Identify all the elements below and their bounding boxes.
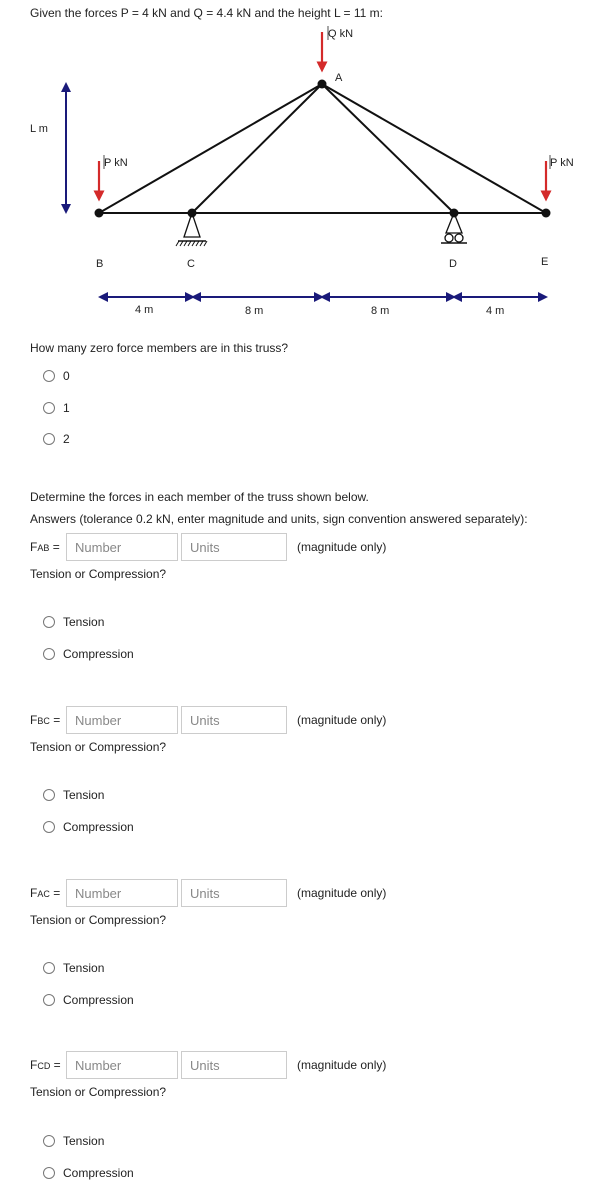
member-ac-row [30, 878, 386, 908]
radio-button[interactable] [43, 370, 55, 382]
member-ac-compression-option[interactable] [43, 993, 134, 1007]
radio-label: Tension [63, 615, 105, 629]
radio-label: 0 [63, 369, 70, 383]
height-label: L m [30, 123, 48, 135]
member-ac-tc-prompt: Tension or Compression? [30, 913, 167, 927]
joint-b [95, 209, 104, 218]
member-ab-tc-prompt: Tension or Compression? [30, 567, 167, 581]
member-ac-label: FAC = [30, 886, 61, 900]
magnitude-note: (magnitude only) [297, 713, 387, 727]
radio-button[interactable] [43, 1167, 55, 1179]
p-load-label-e: P kN [550, 157, 574, 169]
member-bc-number-input[interactable] [66, 706, 178, 734]
q1-option-0[interactable] [43, 369, 70, 383]
q1-option-1[interactable] [43, 401, 70, 415]
radio-button[interactable] [43, 433, 55, 445]
truss-members [99, 84, 546, 213]
member-cd-units-input[interactable] [181, 1051, 287, 1079]
member-cd-tc-prompt: Tension or Compression? [30, 1085, 167, 1099]
radio-label: 1 [63, 401, 70, 415]
member-ab-row [30, 532, 386, 562]
problem-statement: Given the forces P = 4 kN and Q = 4.4 kN and the height L = 11 m: [30, 6, 383, 20]
p-load-label-b: P kN [104, 157, 128, 169]
node-label-a: A [335, 72, 343, 84]
radio-button[interactable] [43, 616, 55, 628]
radio-label: Compression [63, 993, 134, 1007]
radio-button[interactable] [43, 648, 55, 660]
span-label-mid-d: 8 m [371, 305, 390, 317]
radio-button[interactable] [43, 402, 55, 414]
radio-label: Compression [63, 820, 134, 834]
member-cd-tension-option[interactable] [43, 1134, 104, 1148]
joint-a [318, 80, 327, 89]
member-ab-compression-option[interactable] [43, 647, 134, 661]
q2-instructions: Answers (tolerance 0.2 kN, enter magnitude and units, sign convention answered separately): [30, 512, 528, 526]
member-ac-number-input[interactable] [66, 879, 178, 907]
span-label-bc: 4 m [135, 304, 154, 316]
radio-button[interactable] [43, 789, 55, 801]
radio-label: 2 [63, 432, 70, 446]
radio-button[interactable] [43, 1135, 55, 1147]
node-label-b: B [96, 258, 104, 270]
radio-label: Compression [63, 1166, 134, 1180]
member-ac-tension-option[interactable] [43, 961, 104, 975]
member-bc-compression-option[interactable] [43, 820, 134, 834]
member-cd-compression-option[interactable] [43, 1166, 134, 1180]
member-ab-tension-option[interactable] [43, 615, 104, 629]
q-load-label: Q kN [328, 28, 354, 40]
radio-button[interactable] [43, 821, 55, 833]
member-bc-tension-option[interactable] [43, 788, 104, 802]
magnitude-note: (magnitude only) [297, 886, 387, 900]
radio-button[interactable] [43, 962, 55, 974]
node-label-c: C [187, 258, 195, 270]
radio-label: Compression [63, 647, 134, 661]
radio-label: Tension [63, 788, 105, 802]
node-label-e: E [541, 256, 549, 268]
member-cd-label: FCD = [30, 1058, 61, 1072]
node-label-d: D [449, 258, 457, 270]
radio-label: Tension [63, 1134, 105, 1148]
magnitude-note: (magnitude only) [297, 1058, 387, 1072]
member-bc-units-input[interactable] [181, 706, 287, 734]
q1-prompt: How many zero force members are in this truss? [30, 341, 289, 355]
member-ab-units-input[interactable] [181, 533, 287, 561]
truss-diagram [0, 20, 616, 325]
member-cd-row [30, 1050, 386, 1080]
q1-option-2[interactable] [43, 432, 70, 446]
member-cd-number-input[interactable] [66, 1051, 178, 1079]
span-label-c-mid: 8 m [245, 305, 264, 317]
q2-intro: Determine the forces in each member of the truss shown below. [30, 490, 369, 504]
radio-button[interactable] [43, 994, 55, 1006]
radio-label: Tension [63, 961, 105, 975]
member-ab-label: FAB = [30, 540, 60, 554]
member-ac-units-input[interactable] [181, 879, 287, 907]
member-ab-number-input[interactable] [66, 533, 178, 561]
span-label-de: 4 m [486, 305, 505, 317]
member-bc-label: FBC = [30, 713, 61, 727]
magnitude-note: (magnitude only) [297, 540, 387, 554]
member-bc-row [30, 705, 386, 735]
pin-support-c [176, 213, 207, 246]
member-bc-tc-prompt: Tension or Compression? [30, 740, 167, 754]
joint-e [542, 209, 551, 218]
